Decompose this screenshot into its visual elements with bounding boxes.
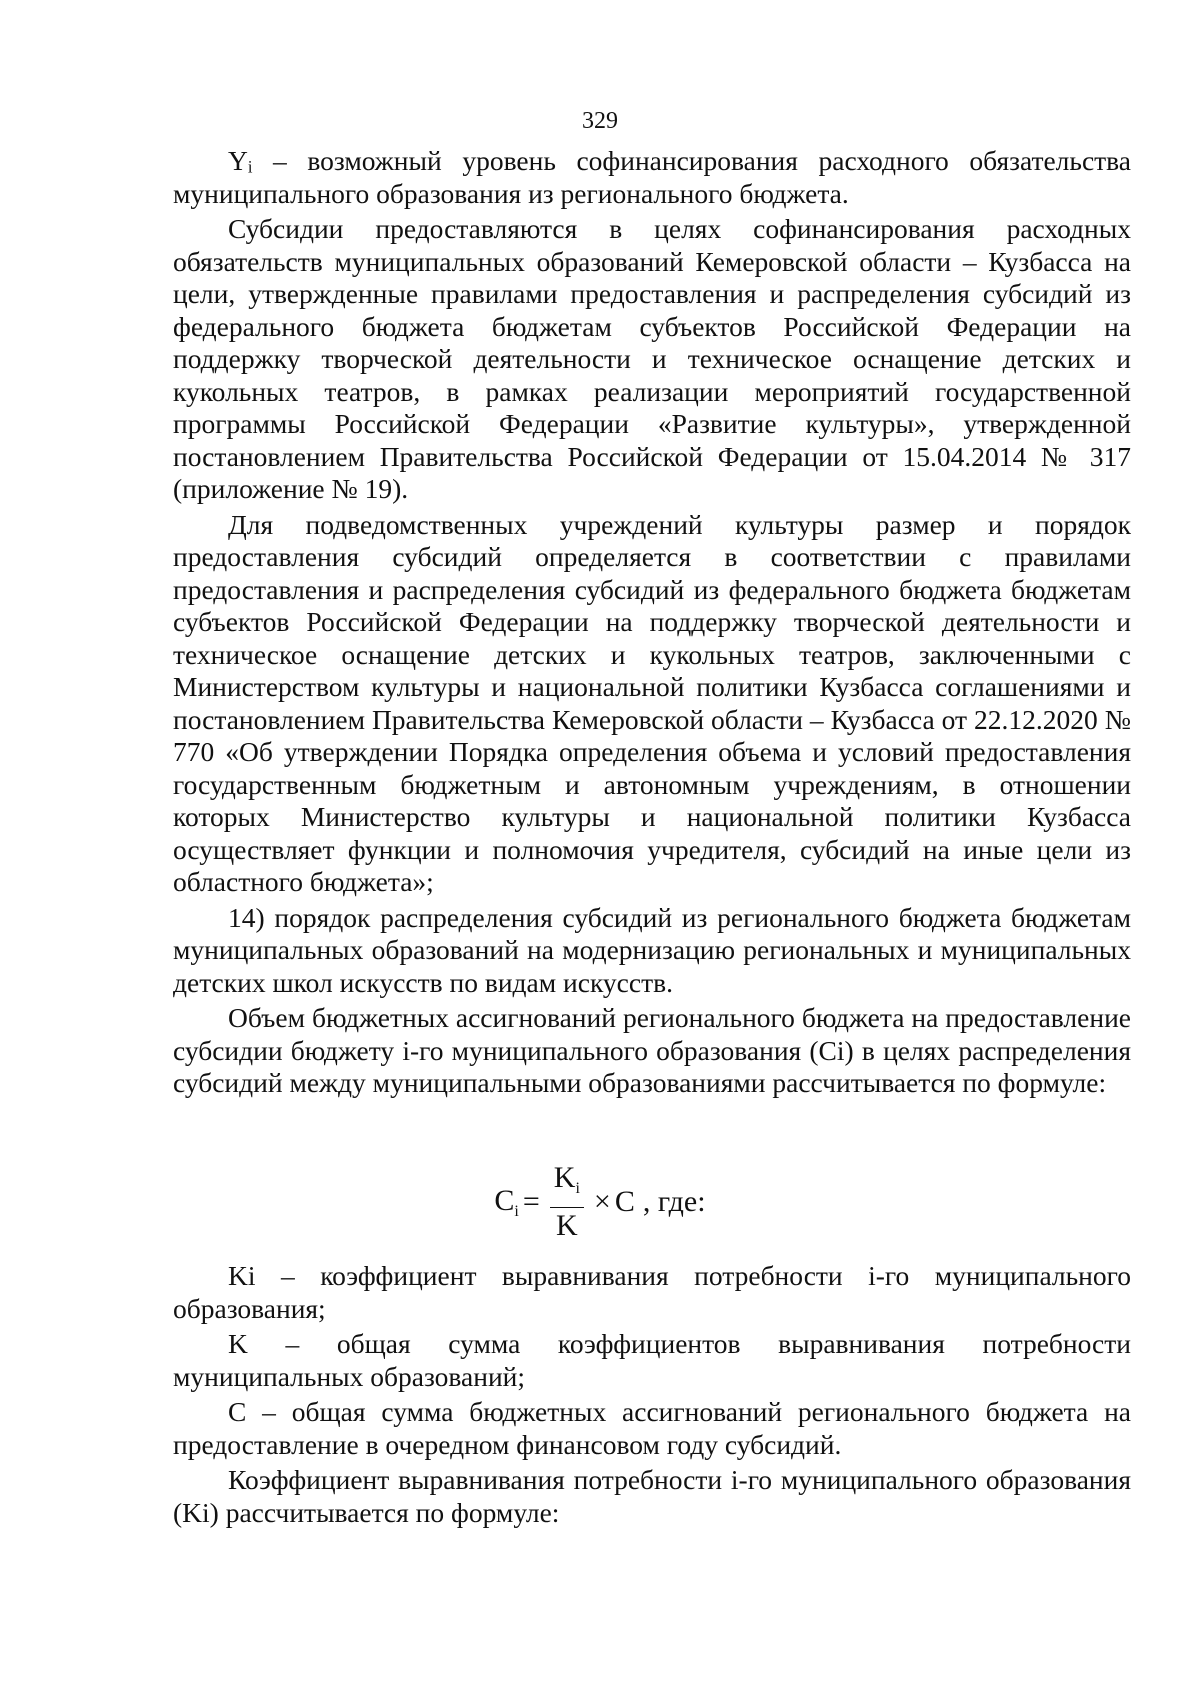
formula-ci: [0, 1162, 1200, 1242]
paragraph-subordinate-institutions: Для подведомственных учреждений культуры размер и порядок предоставления субсидий определяется в соответствии с правилами предоставления и распределения субсидий из федерального бюджета бюджетам субъектов Российской Федерации на поддержку творческой деятельности и техническое оснащение детских и кукольных театров, заключенными с Министерством культуры и национальной политики Кузбасса соглашениями и постановлением Правительства Кемеровской области – Кузбасса от 22.12.2020 № 770 «Об утверждении Порядка определения объема и условий предоставления государственным бюджетным и автономным учреждениям, в отношении которых Министерство культуры и национальной политики Кузбасса осуществляет функции и полномочия учредителя, субсидий на иные цели из областного бюджета»;: [173, 508, 1131, 897]
paragraph-c-definition: C – общая сумма бюджетных ассигнований регионального бюджета на предоставление в очередном финансовом году субсидий.: [173, 1396, 1131, 1460]
formula-rhs: C: [614, 1185, 635, 1218]
formula-denominator: K: [556, 1209, 578, 1242]
paragraph-ki-formula-intro: Коэффициент выравнивания потребности i-го муниципального образования (Ki) рассчитывается по формуле:: [173, 1464, 1131, 1528]
body-text-bottom: [173, 1260, 1131, 1529]
formula-numerator: $K_i$: [550, 1162, 584, 1208]
formula-times: ×: [593, 1185, 611, 1218]
paragraph-subsidies-purpose: Субсидии предоставляются в целях софинансирования расходных обязательств муниципальных образований Кемеровской области – Кузбасса на цели, утвержденные правилами предоставления и распределения субсидий из федерального бюджета бюджетам субъектов Российской Федерации на поддержку творческой деятельности и техническое оснащение детских и кукольных театров, в рамках реализации мероприятий государственной программы Российской Федерации «Развитие культуры», утвержденной постановлением Правительства Российской Федерации от 15.04.2014 № 317 (приложение № 19).: [173, 213, 1131, 504]
paragraph-ki-definition: Ki – коэффициент выравнивания потребности i-го муниципального образования;: [173, 1260, 1131, 1324]
paragraph-item-14: 14) порядок распределения субсидий из регионального бюджета бюджетам муниципальных образований на модернизацию региональных и муниципальных детских школ искусств по видам искусств.: [173, 901, 1131, 998]
paragraph-k-definition: K – общая сумма коэффициентов выравнивания потребности муниципальных образований;: [173, 1328, 1131, 1392]
formula-equals: =: [522, 1185, 540, 1218]
page-number: 329: [582, 108, 618, 134]
paragraph-volume-formula-intro: Объем бюджетных ассигнований регионального бюджета на предоставление субсидии бюджету i-го муниципального образования (Ci) в целях распределения субсидий между муниципальными образованиями рассчитывается по формуле:: [173, 1002, 1131, 1098]
formula-lhs: $C_i$: [494, 1183, 519, 1220]
formula-tail: , где:: [642, 1185, 706, 1218]
formula-fraction: [550, 1162, 584, 1242]
paragraph-yi-definition: Yᵢ – возможный уровень софинансирования расходного обязательства муниципального образования из регионального бюджета.: [173, 145, 1131, 209]
body-text-top: [173, 145, 1131, 1100]
